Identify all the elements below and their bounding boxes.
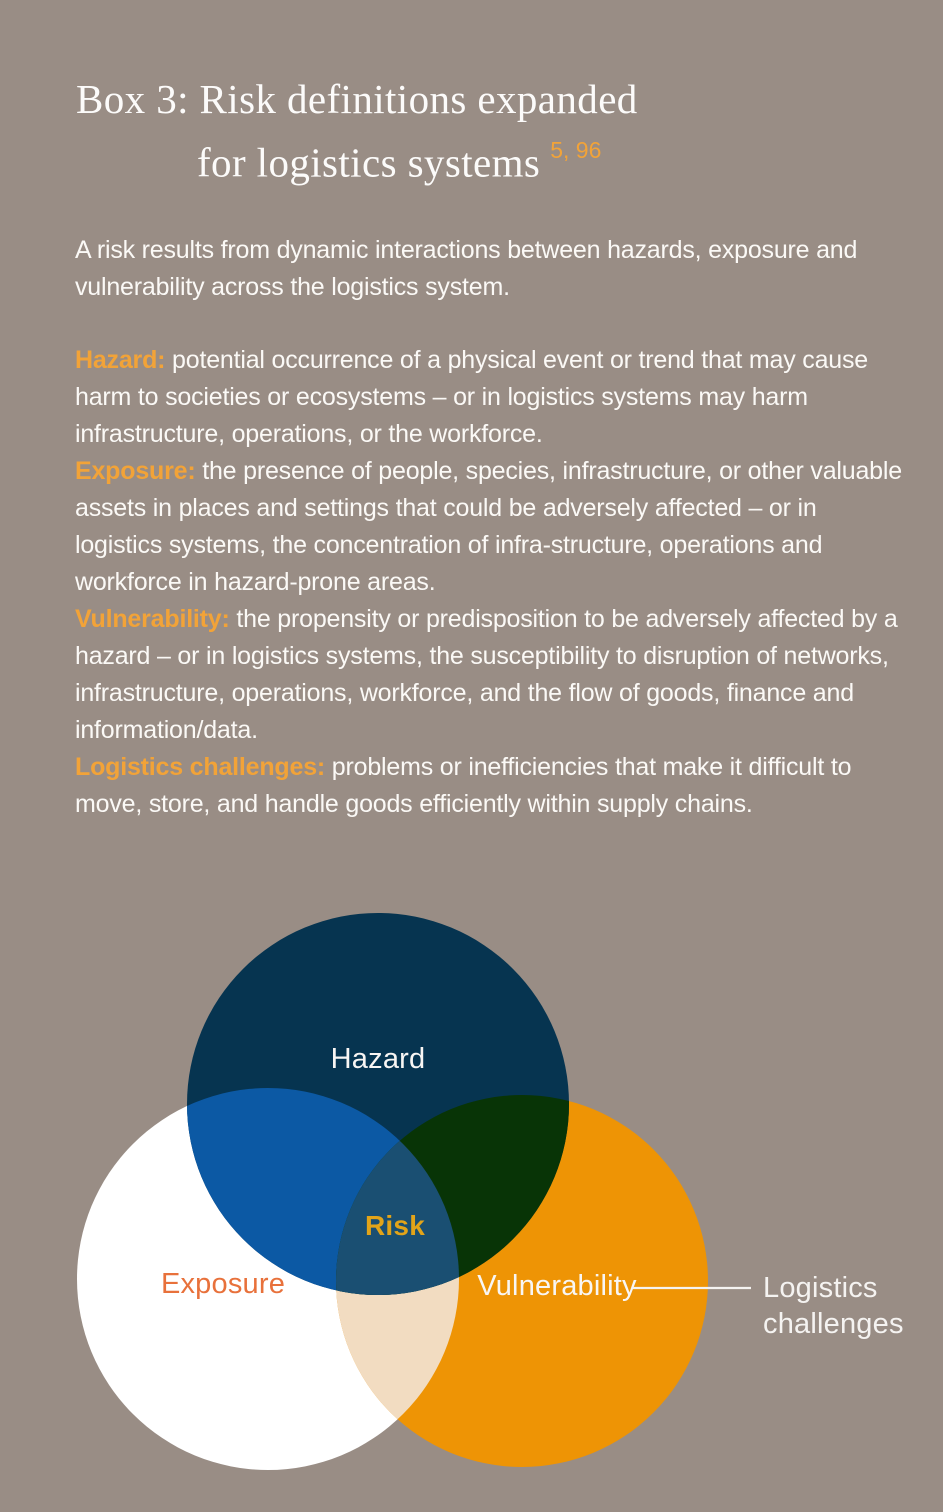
definitions-block	[75, 342, 903, 823]
definition-logistics-challenges-term: Logistics challenges:	[75, 753, 326, 781]
title-line2-wrap	[197, 127, 638, 191]
venn-diagram	[0, 895, 943, 1512]
intro-paragraph: A risk results from dynamic interactions between hazards, exposure and vulnerability across the logistics system.	[75, 236, 858, 301]
logistics-challenges-label-line1: Logistics	[763, 1272, 878, 1304]
title-line1: Box 3: Risk definitions expanded	[76, 76, 638, 122]
exposure-label: Exposure	[160, 1268, 286, 1300]
definition-vulnerability-term: Vulnerability:	[75, 605, 230, 633]
definition-hazard	[75, 342, 903, 453]
definition-hazard-term: Hazard:	[75, 346, 166, 374]
definition-vulnerability-text: the propensity or predisposition to be adversely affected by a hazard – or in logistics systems, the susceptibility to disruption of networks, infrastructure, operations, workforce, and the flow of goods, finance and information/data.	[75, 605, 898, 744]
hazard-label: Hazard	[330, 1043, 426, 1075]
definition-hazard-text: potential occurrence of a physical event or trend that may cause harm to societies or ecosystems – or in logistics systems may harm infrastructure, operations, or the workforce.	[75, 346, 868, 448]
venn-diagram-container	[0, 895, 943, 1512]
definition-exposure-term: Exposure:	[75, 457, 196, 485]
risk-label: Risk	[365, 1210, 425, 1241]
title-line2: for logistics systems	[197, 139, 541, 186]
title-superscript-references: 5, 96	[550, 137, 602, 163]
definition-logistics-challenges	[75, 749, 903, 823]
definition-logistics-challenges-text: problems or inefficiencies that make it difficult to move, store, and handle goods efficiently within supply chains.	[75, 753, 852, 818]
vulnerability-label: Vulnerability	[477, 1270, 637, 1302]
logistics-challenges-label-line2: challenges	[763, 1308, 904, 1340]
page-title	[76, 72, 638, 191]
definition-vulnerability	[75, 601, 903, 749]
definition-exposure-text: the presence of people, species, infrastructure, or other valuable assets in places and settings that could be adversely affected – or in logistics systems, the concentration of infra-structure, operations and workforce in hazard-prone areas.	[75, 457, 902, 596]
definition-exposure	[75, 453, 903, 601]
